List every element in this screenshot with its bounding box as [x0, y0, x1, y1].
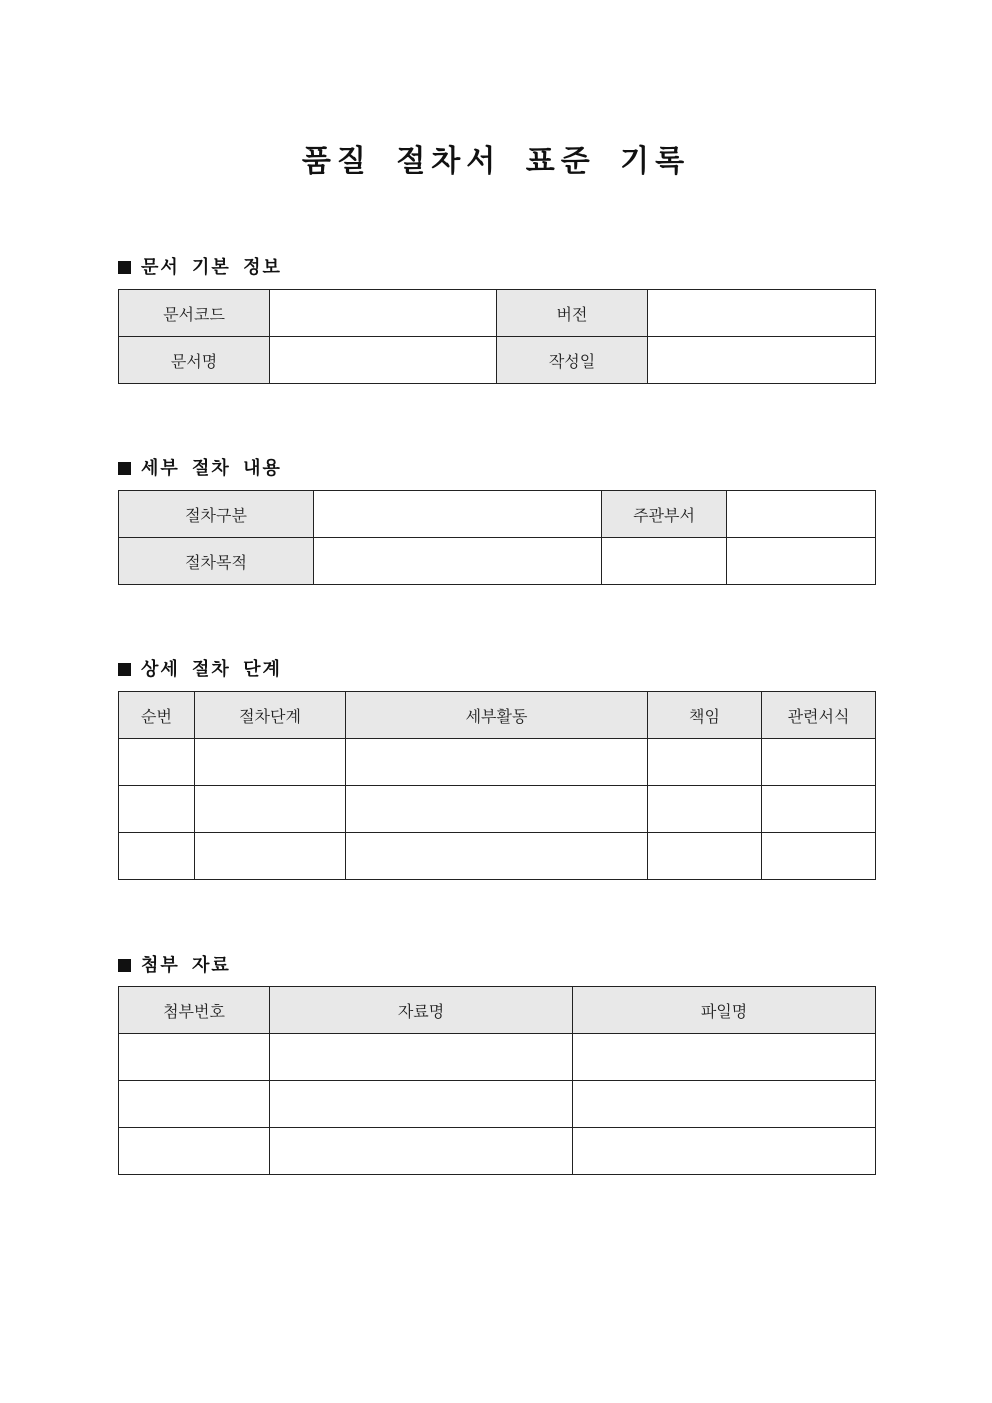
section-heading-basic-info	[118, 253, 282, 279]
table-cell[interactable]	[270, 1034, 573, 1081]
table-cell[interactable]	[762, 739, 876, 786]
table-cell[interactable]	[270, 1128, 573, 1175]
steps-header-row	[119, 692, 876, 739]
section-heading-text: 세부 절차 내용	[141, 458, 282, 479]
table-cell[interactable]	[195, 786, 346, 833]
square-bullet-icon	[118, 261, 131, 274]
table-row	[119, 1034, 876, 1081]
page-title: 품질 절차서 표준 기록	[301, 144, 691, 179]
purpose-label: 절차목적	[119, 538, 314, 585]
category-field[interactable]	[314, 491, 602, 538]
table-cell[interactable]	[119, 1081, 270, 1128]
table-cell[interactable]	[346, 786, 648, 833]
column-header: 절차단계	[195, 692, 346, 739]
steps-table	[118, 691, 876, 880]
department-label: 주관부서	[602, 491, 727, 538]
table-cell[interactable]	[119, 786, 195, 833]
section-heading-text: 문서 기본 정보	[141, 257, 282, 278]
attachments-table	[118, 986, 876, 1175]
section-heading-attachments	[118, 951, 231, 977]
table-cell[interactable]	[648, 739, 762, 786]
table-cell[interactable]	[573, 1034, 876, 1081]
table-cell[interactable]	[119, 1034, 270, 1081]
version-field[interactable]	[648, 290, 876, 337]
square-bullet-icon	[118, 959, 131, 972]
table-cell[interactable]	[270, 1081, 573, 1128]
table-cell[interactable]	[195, 833, 346, 880]
column-header: 세부활동	[346, 692, 648, 739]
doc-name-label: 문서명	[119, 337, 270, 384]
table-cell[interactable]	[119, 833, 195, 880]
category-label: 절차구분	[119, 491, 314, 538]
created-date-label: 작성일	[497, 337, 648, 384]
section-heading-detail	[118, 454, 282, 480]
table-cell[interactable]	[762, 833, 876, 880]
table-row	[119, 739, 876, 786]
table-cell[interactable]	[648, 786, 762, 833]
table-cell[interactable]	[573, 1081, 876, 1128]
version-label: 버전	[497, 290, 648, 337]
doc-code-field[interactable]	[270, 290, 497, 337]
section-heading-text: 상세 절차 단계	[141, 659, 282, 680]
table-cell[interactable]	[195, 739, 346, 786]
purpose-field[interactable]	[314, 538, 602, 585]
table-cell[interactable]	[573, 1128, 876, 1175]
attachments-header-row	[119, 987, 876, 1034]
created-date-field[interactable]	[648, 337, 876, 384]
table-cell[interactable]	[346, 833, 648, 880]
table-cell[interactable]	[119, 739, 195, 786]
doc-code-label: 문서코드	[119, 290, 270, 337]
column-header: 파일명	[573, 987, 876, 1034]
doc-name-field[interactable]	[270, 337, 497, 384]
table-row	[119, 786, 876, 833]
department-field[interactable]	[727, 491, 876, 538]
square-bullet-icon	[118, 663, 131, 676]
basic-info-table	[118, 289, 876, 384]
square-bullet-icon	[118, 462, 131, 475]
column-header: 순번	[119, 692, 195, 739]
table-row	[119, 833, 876, 880]
table-cell[interactable]	[762, 786, 876, 833]
column-header: 첨부번호	[119, 987, 270, 1034]
detail-table	[118, 490, 876, 585]
empty-cell[interactable]	[602, 538, 727, 585]
table-cell[interactable]	[648, 833, 762, 880]
table-cell[interactable]	[346, 739, 648, 786]
empty-cell[interactable]	[727, 538, 876, 585]
column-header: 관련서식	[762, 692, 876, 739]
section-heading-steps	[118, 655, 282, 681]
table-cell[interactable]	[119, 1128, 270, 1175]
column-header: 자료명	[270, 987, 573, 1034]
column-header: 책임	[648, 692, 762, 739]
table-row	[119, 1081, 876, 1128]
table-row	[119, 1128, 876, 1175]
section-heading-text: 첨부 자료	[141, 955, 231, 976]
